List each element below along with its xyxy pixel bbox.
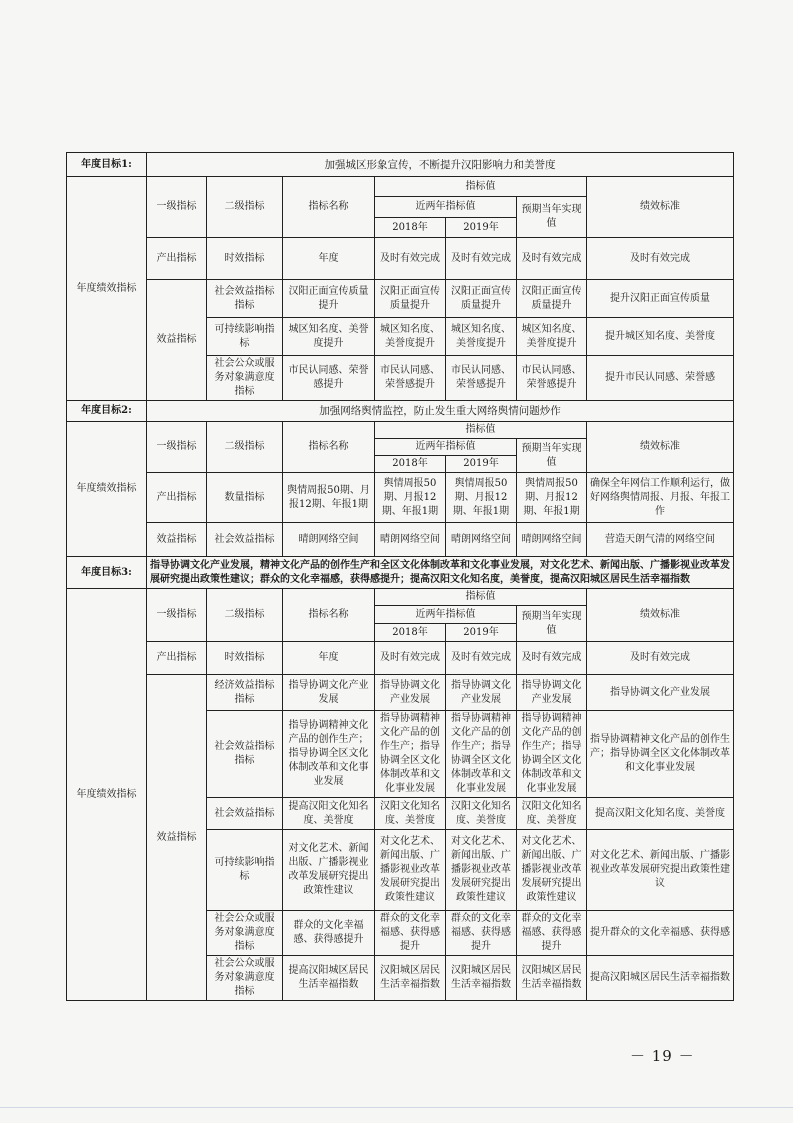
- standard-cell: 指导协调文化产业发展: [587, 675, 734, 711]
- value-2019-cell: 及时有效完成: [446, 238, 517, 280]
- expected-cell: 市民认同感、荣誉感提升: [517, 356, 587, 401]
- indicator-name-cell: 年度: [283, 238, 375, 280]
- level2-cell: 社会效益指标: [207, 798, 283, 830]
- header-2018: 2018年: [375, 456, 446, 473]
- header-indicator-value: 指标值: [375, 589, 587, 606]
- value-2019-cell: 城区知名度、美誉度提升: [446, 318, 517, 356]
- header-standard: 绩效标准: [587, 422, 734, 473]
- indicator-name-cell: 指导协调文化产业发展: [283, 675, 375, 711]
- goal-text: 加强城区形象宣传，不断提升汉阳影响力和美誉度: [147, 153, 734, 177]
- table-row: [67, 280, 734, 318]
- header-indicator-name: 指标名称: [283, 422, 375, 473]
- level2-cell: 社会公众或服务对象满意度指标: [207, 356, 283, 401]
- header-2019: 2019年: [446, 624, 517, 642]
- header-indicator-value: 指标值: [375, 422, 587, 439]
- standard-cell: 提高汉阳文化知名度、美誉度: [587, 798, 734, 830]
- header-level1: 一级指标: [147, 589, 207, 642]
- indicator-name-cell: 年度: [283, 642, 375, 675]
- header-level2: 二级指标: [207, 422, 283, 473]
- section-label: 年度绩效指标: [67, 177, 147, 401]
- value-2018-cell: 指导协调精神文化产品的创作生产；指导协调全区文化体制改革和文化事业发展: [375, 711, 446, 798]
- indicator-name-cell: 市民认同感、荣誉感提升: [283, 356, 375, 401]
- value-2018-cell: 及时有效完成: [375, 238, 446, 280]
- level2-cell: 经济效益指标指标: [207, 675, 283, 711]
- expected-cell: 城区知名度、美誉度提升: [517, 318, 587, 356]
- expected-cell: 群众的文化幸福感、获得感提升: [517, 911, 587, 956]
- goal-label: 年度目标1:: [67, 153, 147, 177]
- indicator-name-cell: 舆情周报50期、月报12期、年报1期: [283, 473, 375, 523]
- header-expected: 预期当年实现值: [517, 197, 587, 238]
- header-recent: 近两年指标值: [375, 197, 517, 218]
- standard-cell: 提升汉阳正面宣传质量: [587, 280, 734, 318]
- indicator-name-cell: 汉阳正面宣传质量提升: [283, 280, 375, 318]
- value-2019-cell: 指导协调文化产业发展: [446, 675, 517, 711]
- level2-cell: 数量指标: [207, 473, 283, 523]
- header-expected: 预期当年实现值: [517, 606, 587, 642]
- standard-cell: 提升群众的文化幸福感、获得感: [587, 911, 734, 956]
- value-2019-cell: 晴朗网络空间: [446, 523, 517, 557]
- expected-cell: 晴朗网络空间: [517, 523, 587, 557]
- indicator-name-cell: 提高汉阳城区居民生活幸福指数: [283, 956, 375, 1001]
- goal-text: 加强网络舆情监控，防止发生重大网络舆情问题炒作: [147, 401, 734, 422]
- header-2019: 2019年: [446, 456, 517, 473]
- indicator-name-cell: 晴朗网络空间: [283, 523, 375, 557]
- performance-table-sheet: [66, 152, 733, 1001]
- indicator-name-cell: 提高汉阳文化知名度、美誉度: [283, 798, 375, 830]
- header-level1: 一级指标: [147, 422, 207, 473]
- level2-cell: 时效指标: [207, 238, 283, 280]
- goal-label: 年度目标2:: [67, 401, 147, 422]
- value-2018-cell: 汉阳正面宣传质量提升: [375, 280, 446, 318]
- value-2019-cell: 指导协调精神文化产品的创作生产；指导协调全区文化体制改革和文化事业发展: [446, 711, 517, 798]
- header-indicator-name: 指标名称: [283, 177, 375, 238]
- expected-cell: 指导协调精神文化产品的创作生产；指导协调全区文化体制改革和文化事业发展: [517, 711, 587, 798]
- expected-cell: 及时有效完成: [517, 642, 587, 675]
- indicator-name-cell: 城区知名度、美誉度提升: [283, 318, 375, 356]
- header-row: [67, 422, 734, 439]
- standard-cell: 指导协调精神文化产品的创作生产；指导协调全区文化体制改革和文化事业发展: [587, 711, 734, 798]
- level1-cell: 效益指标: [147, 675, 207, 1001]
- goal-row: [67, 401, 734, 422]
- level1-cell: 产出指标: [147, 642, 207, 675]
- table-row: [67, 238, 734, 280]
- goal-row: [67, 557, 734, 589]
- header-indicator-value: 指标值: [375, 177, 587, 197]
- value-2019-cell: 对文化艺术、新闻出版、广播影视业改革发展研究提出政策性建议: [446, 830, 517, 911]
- goal-text: 指导协调文化产业发展，精神文化产品的创作生产和全区文化体制改革和文化事业发展，对文化艺术、新闻出版、广播影视业改革发展研究提出政策性建议；群众的文化幸福感，获得感提升；提高汉阳文化知名度，美誉度，提高汉阳城区居民生活幸福指数: [147, 557, 734, 589]
- expected-cell: 汉阳文化知名度、美誉度: [517, 798, 587, 830]
- expected-cell: 指导协调文化产业发展: [517, 675, 587, 711]
- value-2018-cell: 对文化艺术、新闻出版、广播影视业改革发展研究提出政策性建议: [375, 830, 446, 911]
- standard-cell: 及时有效完成: [587, 238, 734, 280]
- level2-cell: 社会公众或服务对象满意度指标: [207, 911, 283, 956]
- goal-row: [67, 153, 734, 177]
- standard-cell: 提升市民认同感、荣誉感: [587, 356, 734, 401]
- standard-cell: 及时有效完成: [587, 642, 734, 675]
- value-2018-cell: 市民认同感、荣誉感提升: [375, 356, 446, 401]
- goal-label: 年度目标3:: [67, 557, 147, 589]
- header-standard: 绩效标准: [587, 589, 734, 642]
- value-2019-cell: 汉阳正面宣传质量提升: [446, 280, 517, 318]
- value-2018-cell: 晴朗网络空间: [375, 523, 446, 557]
- level1-cell: 效益指标: [147, 523, 207, 557]
- value-2018-cell: 汉阳文化知名度、美誉度: [375, 798, 446, 830]
- header-recent: 近两年指标值: [375, 606, 517, 624]
- value-2018-cell: 城区知名度、美誉度提升: [375, 318, 446, 356]
- expected-cell: 对文化艺术、新闻出版、广播影视业改革发展研究提出政策性建议: [517, 830, 587, 911]
- value-2019-cell: 市民认同感、荣誉感提升: [446, 356, 517, 401]
- level1-cell: 产出指标: [147, 238, 207, 280]
- value-2019-cell: 及时有效完成: [446, 642, 517, 675]
- header-level2: 二级指标: [207, 589, 283, 642]
- header-2019: 2019年: [446, 218, 517, 238]
- expected-cell: 舆情周报50期、月报12期、年报1期: [517, 473, 587, 523]
- header-level1: 一级指标: [147, 177, 207, 238]
- performance-table: [66, 152, 734, 1001]
- section-label: 年度绩效指标: [67, 422, 147, 557]
- indicator-name-cell: 指导协调精神文化产品的创作生产；指导协调全区文化体制改革和文化事业发展: [283, 711, 375, 798]
- level2-cell: 社会公众或服务对象满意度指标: [207, 956, 283, 1001]
- expected-cell: 汉阳城区居民生活幸福指数: [517, 956, 587, 1001]
- level2-cell: 社会效益指标指标: [207, 711, 283, 798]
- header-indicator-name: 指标名称: [283, 589, 375, 642]
- header-recent: 近两年指标值: [375, 439, 517, 456]
- expected-cell: 及时有效完成: [517, 238, 587, 280]
- value-2018-cell: 汉阳城区居民生活幸福指数: [375, 956, 446, 1001]
- value-2019-cell: 汉阳城区居民生活幸福指数: [446, 956, 517, 1001]
- table-row: [67, 523, 734, 557]
- level2-cell: 社会效益指标: [207, 523, 283, 557]
- value-2018-cell: 舆情周报50期、月报12期、年报1期: [375, 473, 446, 523]
- value-2019-cell: 舆情周报50期、月报12期、年报1期: [446, 473, 517, 523]
- standard-cell: 确保全年网信工作顺利运行，做好网络舆情周报、月报、年报工作: [587, 473, 734, 523]
- level2-cell: 可持续影响指标: [207, 830, 283, 911]
- section-label: 年度绩效指标: [67, 589, 147, 1001]
- header-row: [67, 177, 734, 197]
- value-2019-cell: 群众的文化幸福感、获得感提升: [446, 911, 517, 956]
- standard-cell: 提升城区知名度、美誉度: [587, 318, 734, 356]
- table-row: [67, 473, 734, 523]
- header-2018: 2018年: [375, 624, 446, 642]
- level1-cell: 效益指标: [147, 280, 207, 401]
- table-row: [67, 675, 734, 711]
- level2-cell: 可持续影响指标: [207, 318, 283, 356]
- level2-cell: 时效指标: [207, 642, 283, 675]
- level2-cell: 社会效益指标指标: [207, 280, 283, 318]
- header-2018: 2018年: [375, 218, 446, 238]
- value-2018-cell: 及时有效完成: [375, 642, 446, 675]
- page-number: － 19 －: [630, 1047, 695, 1065]
- value-2019-cell: 汉阳文化知名度、美誉度: [446, 798, 517, 830]
- indicator-name-cell: 群众的文化幸福感、获得感提升: [283, 911, 375, 956]
- level1-cell: 产出指标: [147, 473, 207, 523]
- standard-cell: 对文化艺术、新闻出版、广播影视业改革发展研究提出政策性建议: [587, 830, 734, 911]
- value-2018-cell: 指导协调文化产业发展: [375, 675, 446, 711]
- standard-cell: 提高汉阳城区居民生活幸福指数: [587, 956, 734, 1001]
- header-row: [67, 589, 734, 606]
- value-2018-cell: 群众的文化幸福感、获得感提升: [375, 911, 446, 956]
- header-standard: 绩效标准: [587, 177, 734, 238]
- table-row: [67, 642, 734, 675]
- header-expected: 预期当年实现值: [517, 439, 587, 473]
- header-level2: 二级指标: [207, 177, 283, 238]
- expected-cell: 汉阳正面宣传质量提升: [517, 280, 587, 318]
- standard-cell: 营造天朗气清的网络空间: [587, 523, 734, 557]
- indicator-name-cell: 对文化艺术、新闻出版、广播影视业改革发展研究提出政策性建议: [283, 830, 375, 911]
- page-bottom-divider: [0, 1107, 793, 1108]
